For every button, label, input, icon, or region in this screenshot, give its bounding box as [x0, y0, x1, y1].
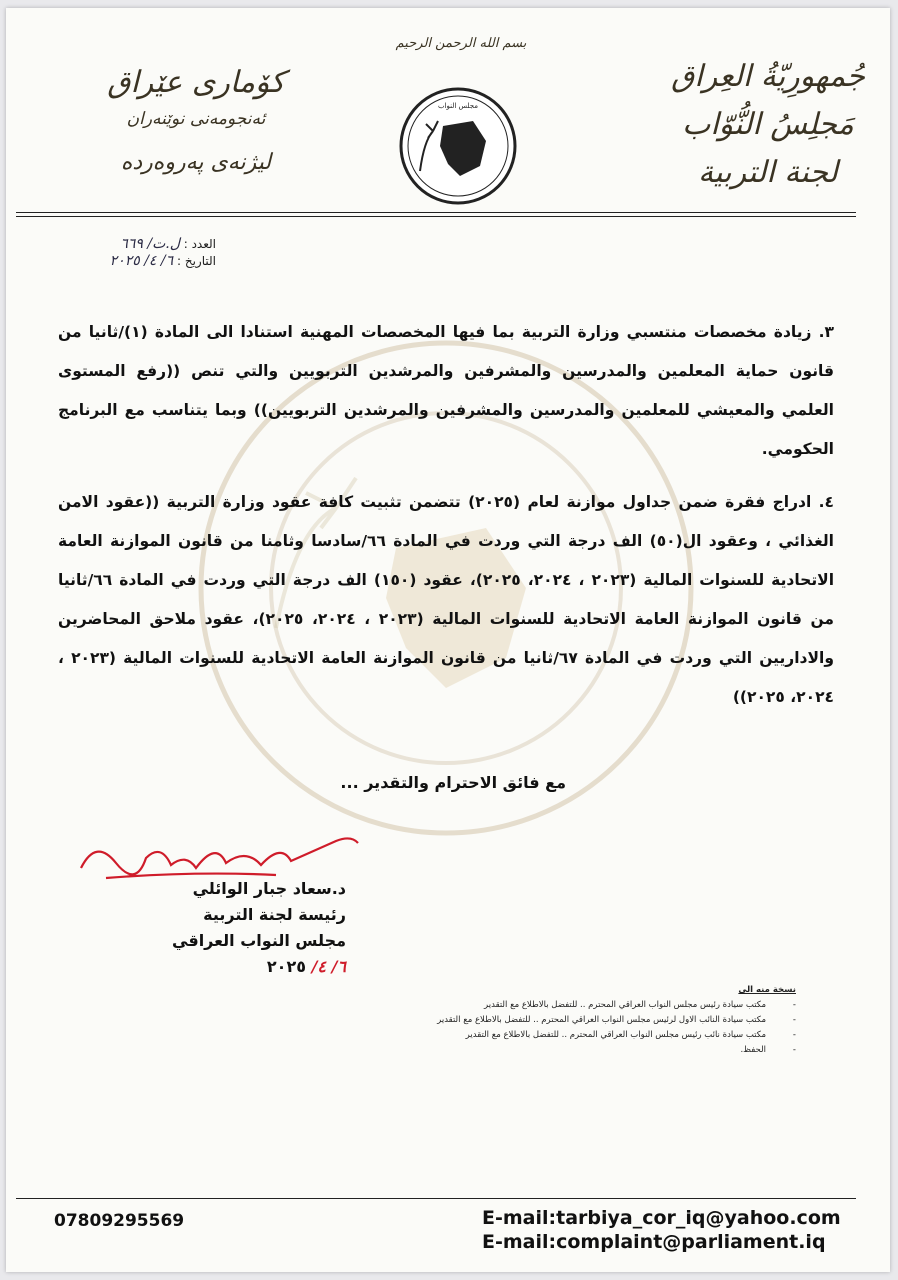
header-rule-top [16, 212, 856, 213]
parliament-emblem-icon [398, 86, 518, 206]
header-parliament: مَجلِسُ النُّوّاب [682, 107, 854, 142]
copies-item: - مكتب سيادة رئيس مجلس النواب العراقي المحترم .. للتفضل بالاطلاع مع التقدير [484, 1000, 796, 1010]
signature-date-handwritten: ٦/ ٤/ [311, 957, 346, 976]
footer-emails [482, 1206, 841, 1254]
copies-list [376, 983, 796, 1058]
header-kurdish-republic: كۆماری عێراق [107, 65, 285, 100]
copies-item: - الحفظ. [740, 1045, 796, 1055]
copies-title: نسخة منه الى [738, 985, 796, 995]
signature-block [156, 876, 346, 980]
signature-date [156, 954, 346, 980]
reference-block [46, 236, 216, 270]
reference-date [46, 253, 216, 270]
copies-item: - مكتب سيادة نائب رئيس مجلس النواب العراقي المحترم .. للتفضل بالاطلاع مع التقدير [465, 1030, 796, 1040]
reference-date-label: التاريخ : [176, 254, 216, 268]
paragraph-item-4: ٤. ادراج فقرة ضمن جداول موازنة لعام (٢٠٢٥) تتضمن تثبيت كافة عقود وزارة التربية ((عقود الامن الغذائي ، وعقود ال(٥٠) الف درجة التي وردت في المادة ٦٦/سادسا وثامنا من قانون الموازنة العامة الاتحادية للسنوات المالية (٢٠٢٣ ، ٢٠٢٤، ٢٠٢٥)، عقود (١٥٠) الف درجة التي وردت في المادة ٦٦/ثانيا من قانون الموازنة العامة الاتحادية للسنوات المالية (٢٠٢٣ ، ٢٠٢٤، ٢٠٢٥)، عقود ملاحق المحاضرين والاداريين التي وردت في المادة ٦٧/ثانيا من قانون الموازنة العامة الاتحادية للسنوات المالية (٢٠٢٣ ، ٢٠٢٤، ٢٠٢٥)) [58, 493, 835, 706]
closing-line: مع فائق الاحترام والتقدير ... [340, 773, 566, 792]
reference-number-label: العدد : [183, 237, 216, 251]
letter-page [6, 8, 890, 1272]
header-arabic [668, 53, 868, 197]
header-committee: لجنة التربية [698, 155, 838, 190]
paragraph-item-3: ٣. زيادة مخصصات منتسبي وزارة التربية بما فيها المخصصات المهنية استنادا الى المادة (١)/ثانيا من قانون حماية المعلمين والمدرسين والمشرفين والمرشدين التربويين والتي تنص ((رفع المستوى العلمي والمعيشي للمعلمين والمدرسين والمشرفين والمرشدين التربويين)) وبما يتناسب مع البرنامج الحكومي. [58, 323, 834, 458]
copies-item: - مكتب سيادة النائب الاول لرئيس مجلس النواب العراقي المحترم .. للتفضل بالاطلاع مع التقدير [437, 1015, 796, 1025]
header-kurdish-parliament: ئەنجومەنی نوێنەران [126, 109, 266, 129]
header-kurdish-committee: لیژنەی پەروەردە [120, 150, 272, 175]
signatory-org: مجلس النواب العراقي [172, 931, 346, 950]
header-kurdish [86, 63, 306, 191]
basmala: بسم الله الرحمن الرحيم [395, 36, 527, 51]
signature-date-year: ٢٠٢٥ [266, 957, 306, 976]
footer-phone: 07809295569 [54, 1211, 185, 1231]
reference-number-value: ل.ت/ ٦٦٩ [120, 236, 180, 252]
reference-date-value: ٦/ ٤/ ٢٠٢٥ [109, 253, 174, 269]
letter-body [58, 313, 834, 717]
emblem-label: مجلس النواب [437, 102, 479, 110]
reference-number [46, 236, 216, 253]
footer-rule [16, 1198, 856, 1199]
header-rule-bottom [16, 216, 856, 217]
header-republic: جُمهورِيّةُ العِراق [671, 59, 865, 94]
signatory-title: رئيسة لجنة التربية [203, 905, 346, 924]
footer-email-complaint[interactable]: E-mail:complaint@parliament.iq [482, 1231, 826, 1253]
footer-email-tarbiya[interactable]: E-mail:tarbiya_cor_iq@yahoo.com [482, 1207, 841, 1229]
signatory-name: د.سعاد جبار الوائلي [192, 879, 346, 898]
